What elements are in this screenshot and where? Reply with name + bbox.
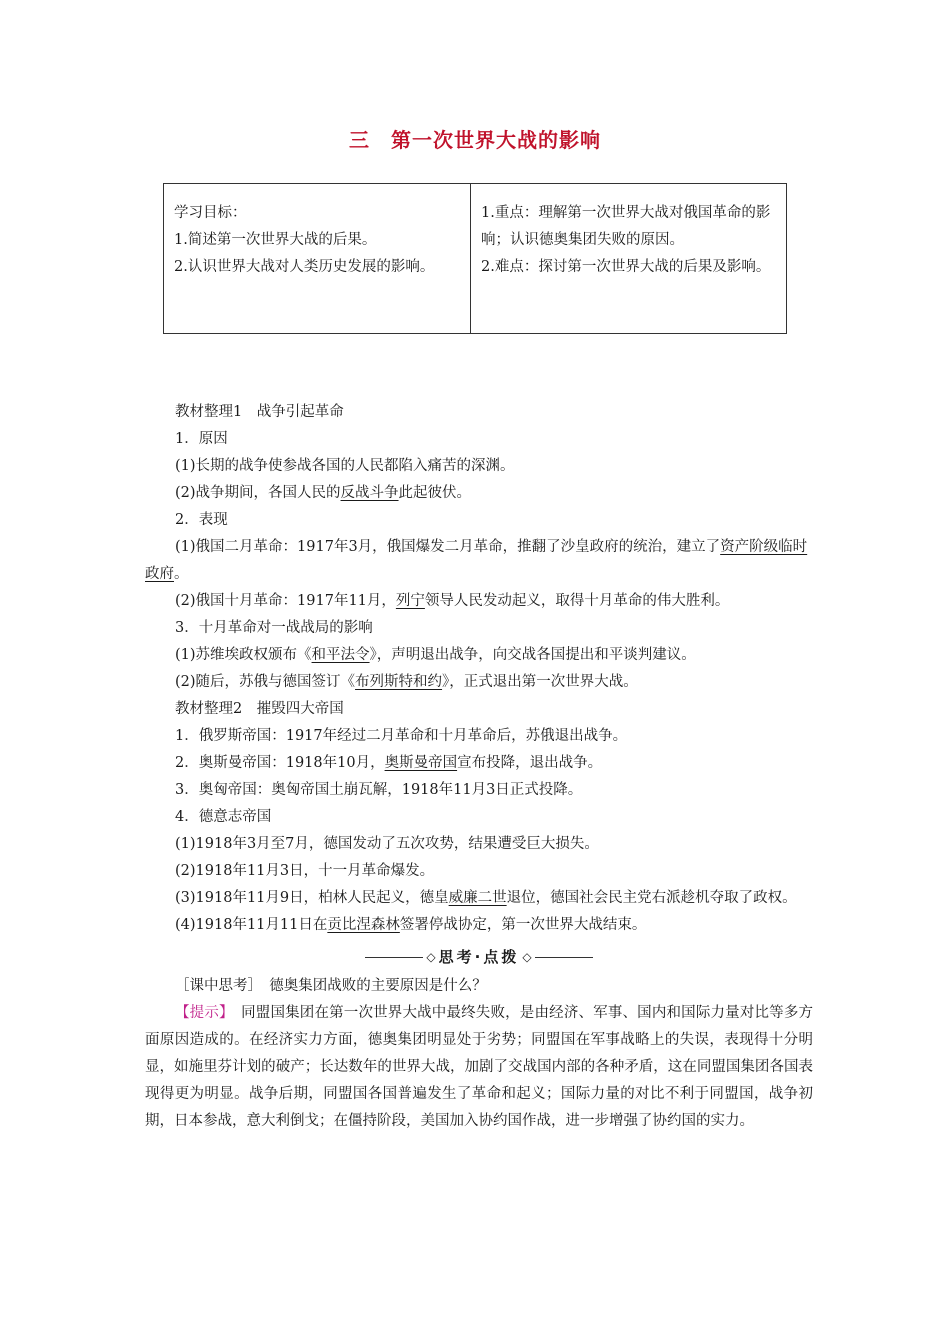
- text-line: 4．德意志帝国: [175, 809, 272, 825]
- subheading: 2．表现: [175, 512, 228, 528]
- underlined-term: 列宁: [395, 593, 425, 609]
- section-divider: [145, 945, 813, 969]
- difficult-point: 2.难点：探讨第一次世界大战的后果及影响。: [481, 259, 771, 275]
- section-heading: 教材整理1 战争引起革命: [175, 404, 344, 420]
- text-line: (3)1918年11月9日，柏林人民起义，德皇威廉二世退位，德国社会民主党右派趁机夺取了政权。: [175, 890, 797, 906]
- diamond-icon: ◇: [522, 949, 532, 964]
- think-question: ［课中思考］ 德奥集团战败的主要原因是什么？: [175, 978, 487, 994]
- text-line: (2)随后，苏俄与德国签订《布列斯特和约》，正式退出第一次世界大战。: [175, 674, 638, 690]
- subheading: 3．十月革命对一战战局的影响: [175, 620, 373, 636]
- think-answer: 【提示】 同盟国集团在第一次世界大战中最终失败，是由经济、军事、国内和国际力量对比等多方面原因造成的。在经济实力方面，德奥集团明显处于劣势；同盟国在军事战略上的失误，表现得十分明显，如施里芬计划的破产；长达数年的世界大战，加剧了交战国内部的各种矛盾，这在同盟国集团各国表现得更为明显。战争后期，同盟国各国普遍发生了革命和起义；国际力量的对比不利于同盟国，战争初期，日本参战，意大利倒戈；在僵持阶段，美国加入协约国作战，进一步增强了协约国的实力。: [145, 1005, 814, 1129]
- text-line: 3．奥匈帝国：奥匈帝国土崩瓦解，1918年11月3日正式投降。: [175, 782, 583, 798]
- underlined-term: 和平法令: [311, 647, 370, 663]
- text-line: (1)1918年3月至7月，德国发动了五次攻势，结果遭受巨大损失。: [175, 836, 599, 852]
- text-line: (2)1918年11月3日，十一月革命爆发。: [175, 863, 435, 879]
- goal-item: 2.认识世界大战对人类历史发展的影响。: [174, 259, 435, 275]
- text-line: 1．俄罗斯帝国：1917年经过二月革命和十月革命后，苏俄退出战争。: [175, 728, 628, 744]
- page-title: 三 第一次世界大战的影响: [349, 128, 601, 152]
- main-content: [145, 399, 813, 1135]
- underlined-term: 奥斯曼帝国: [384, 755, 458, 771]
- divider-rule: [365, 957, 423, 958]
- text-line: (1)长期的战争使参战各国的人民都陷入痛苦的深渊。: [175, 458, 515, 474]
- section-heading: 教材整理2 摧毁四大帝国: [175, 701, 344, 717]
- learning-goals-table: [163, 183, 787, 334]
- text-line: (4)1918年11月11日在贡比涅森林签署停战协定，第一次世界大战结束。: [175, 917, 647, 933]
- underlined-term: 威廉二世: [448, 890, 507, 906]
- hint-label: 【提示】: [175, 1005, 227, 1021]
- text-line: 2．奥斯曼帝国：1918年10月，奥斯曼帝国宣布投降，退出战争。: [175, 755, 603, 771]
- text-line: (1)苏维埃政权颁布《和平法令》，声明退出战争，向交战各国提出和平谈判建议。: [175, 647, 696, 663]
- goals-label: 学习目标：: [174, 205, 247, 221]
- divider-title: 思考·点拨: [438, 947, 520, 966]
- goal-item: 1.简述第一次世界大战的后果。: [174, 232, 377, 248]
- goals-left-cell: [164, 184, 471, 333]
- underlined-term: 贡比涅森林: [327, 917, 400, 933]
- underlined-term: 布列斯特和约: [355, 674, 443, 690]
- text-line: (1)俄国二月革命：1917年3月，俄国爆发二月革命，推翻了沙皇政府的统治，建立了资产阶级临时政府。: [145, 539, 808, 582]
- diamond-icon: ◇: [426, 949, 436, 964]
- subheading: 1．原因: [175, 431, 228, 447]
- underlined-term: 反战斗争: [340, 485, 399, 501]
- divider-rule: [535, 957, 593, 958]
- key-point: 1.重点：理解第一次世界大战对俄国革命的影响；认识德奥集团失败的原因。: [481, 205, 771, 248]
- underlined-term: 资产阶级临时政府: [145, 539, 808, 582]
- text-line: (2)战争期间，各国人民的反战斗争此起彼伏。: [175, 485, 472, 501]
- text-line: (2)俄国十月革命：1917年11月，列宁领导人民发动起义，取得十月革命的伟大胜利。: [175, 593, 730, 609]
- goals-right-cell: [471, 184, 786, 333]
